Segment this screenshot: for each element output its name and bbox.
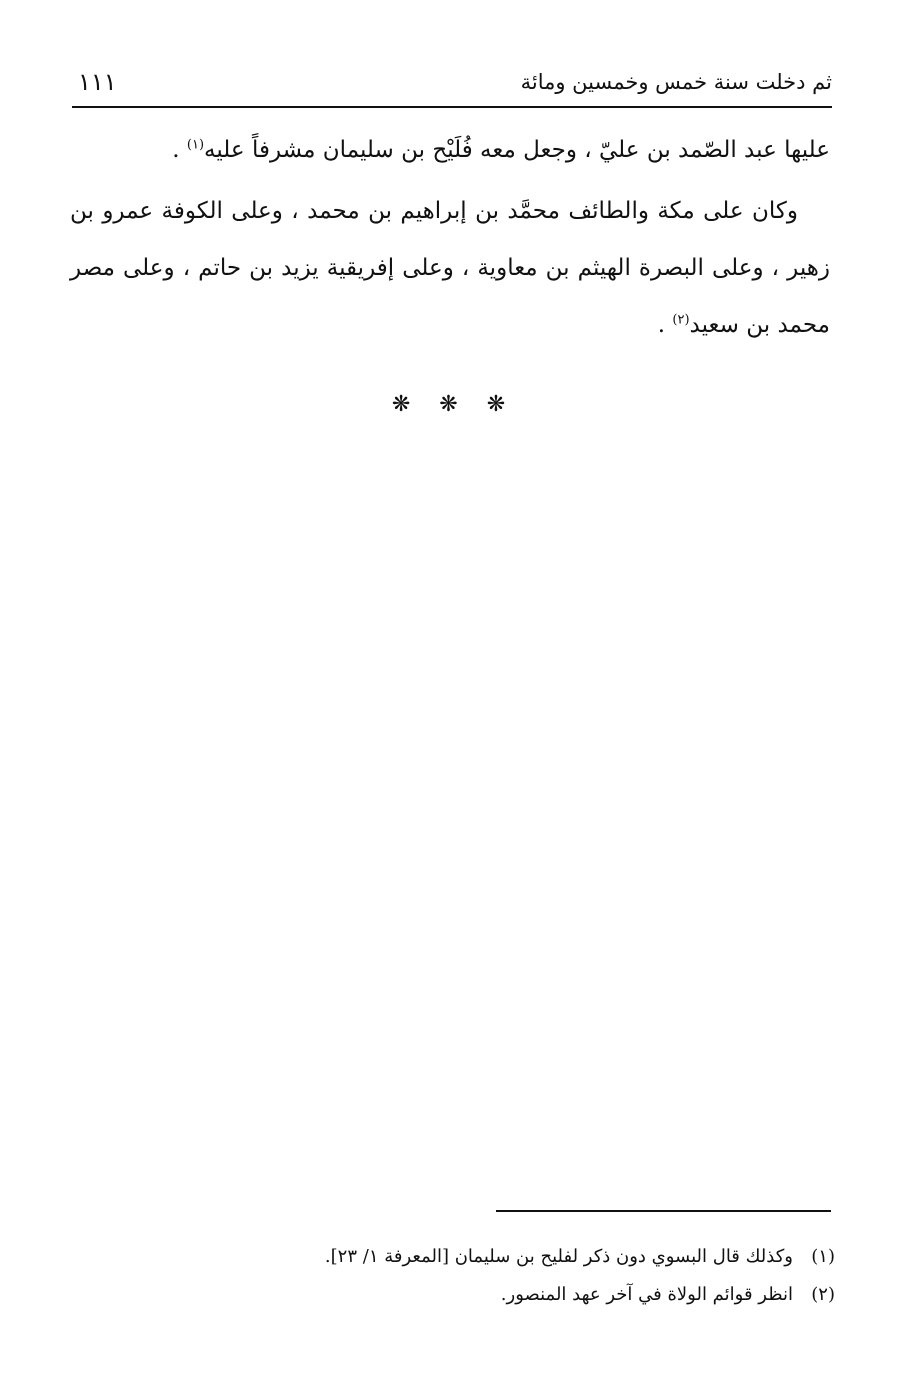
footnote-1-text: وكذلك قال البسوي دون ذكر لفليح بن سليمان [المعرفة ١/ ٢٣]. <box>324 1246 793 1267</box>
section-ornament: ❋ ❋ ❋ <box>391 392 506 417</box>
footnote-2 <box>230 1276 835 1314</box>
page-header <box>72 66 832 106</box>
paragraph-1 <box>70 122 830 179</box>
header-rule <box>72 106 832 108</box>
footnote-2-text: انظر قوائم الولاة في آخر عهد المنصور. <box>500 1284 793 1305</box>
footnotes <box>230 1238 835 1314</box>
paragraph-2-text: وكان على مكة والطائف محمَّد بن إبراهيم بن محمد ، وعلى الكوفة عمرو بن زهير ، وعلى البصرة الهيثم بن معاوية ، وعلى إفريقية يزيد بن حاتم ، وعلى مصر محمد بن سعيد <box>70 198 830 338</box>
footnote-2-number: (٢) <box>811 1284 835 1305</box>
paragraph-1-end: . <box>172 137 187 163</box>
main-text <box>70 122 830 358</box>
paragraph-2 <box>70 183 830 354</box>
footnote-1-number: (١) <box>811 1246 835 1267</box>
footnote-ref-2: (٢) <box>672 312 690 328</box>
paragraph-2-end: . <box>657 312 673 338</box>
paragraph-1-text: عليها عبد الصّمد بن عليّ ، وجعل معه فُلَيْح بن سليمان مشرفاً عليه <box>204 137 830 163</box>
footnote-rule <box>496 1210 831 1212</box>
page-number: ١١١ <box>78 68 117 96</box>
footnote-ref-1: (١) <box>186 137 205 153</box>
running-head: ثم دخلت سنة خمس وخمسين ومائة <box>520 70 832 94</box>
footnote-1 <box>230 1238 835 1276</box>
